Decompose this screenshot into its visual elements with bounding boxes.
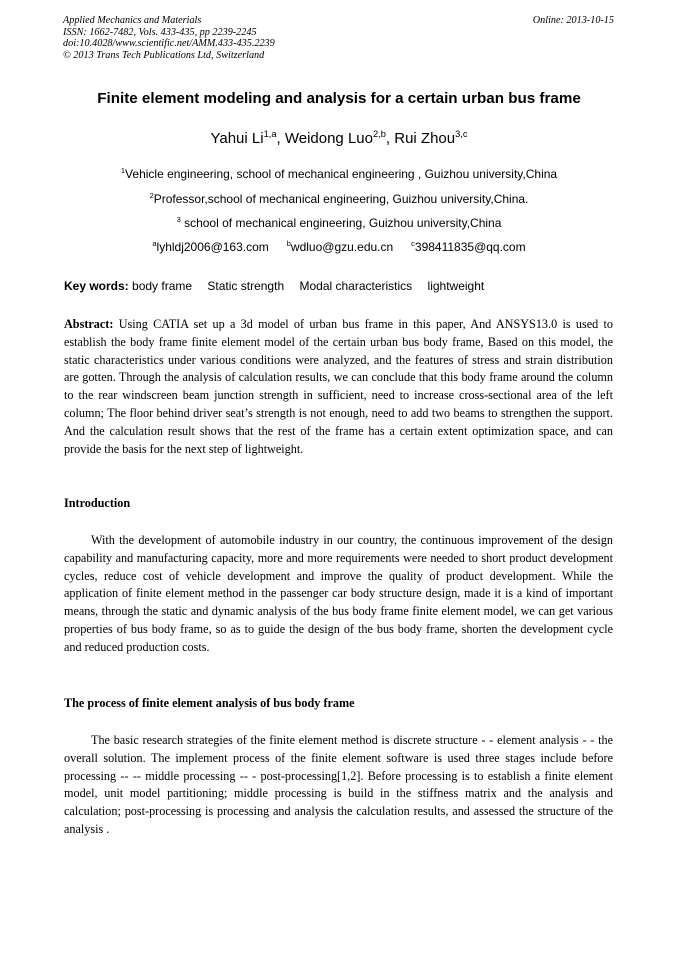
- email-link[interactable]: 398411835@qq.com: [414, 240, 526, 254]
- doi-line: doi:10.4028/www.scientific.net/AMM.433-435.2239: [63, 38, 275, 49]
- journal-name: Applied Mechanics and Materials: [63, 15, 202, 26]
- affiliation-1: [40, 167, 638, 181]
- keyword: Static strength: [207, 279, 285, 293]
- affiliation-3: [40, 216, 638, 230]
- abstract-label: Abstract:: [64, 317, 114, 331]
- affiliation-sup: 1: [120, 166, 126, 175]
- email-sup: a: [152, 239, 157, 248]
- keyword: lightweight: [427, 279, 485, 293]
- keywords-line: [64, 279, 624, 293]
- author-name: Weidong Luo: [284, 130, 373, 147]
- affiliation-sup: 3: [176, 215, 181, 224]
- author-sup: 3,c: [455, 129, 468, 139]
- author-list: Yahui Li$^{1,a}$, Weidong Luo$^{2,b}$, Rui Zhou$^{3,c}$: [210, 129, 468, 147]
- author-name: Yahui Li: [210, 130, 264, 147]
- email-link[interactable]: wdluo@gzu.edu.cn: [290, 240, 394, 254]
- keywords-label: Key words:: [64, 279, 129, 293]
- paper-title: Finite element modeling and analysis for a certain urban bus frame: [97, 90, 581, 107]
- abstract: [64, 316, 613, 458]
- email-sup: b: [286, 239, 291, 248]
- keyword: body frame: [132, 279, 193, 293]
- affiliation-2: [40, 192, 638, 206]
- affiliation-text: school of mechanical engineering, Guizhou university,China: [180, 216, 502, 230]
- section-heading-introduction: Introduction: [64, 496, 131, 510]
- author-sup: 1,a: [263, 129, 277, 139]
- copyright-line: © 2013 Trans Tech Publications Ltd, Switzerland: [63, 49, 265, 61]
- email-sup: c: [411, 239, 415, 248]
- email-list: [40, 240, 638, 254]
- affiliation-sup: 2: [149, 191, 154, 200]
- online-date: Online: 2013-10-15: [532, 15, 614, 26]
- email-link[interactable]: lyhldj2006@163.com: [156, 240, 269, 254]
- abstract-text: Using CATIA set up a 3d model of urban bus frame in this paper, And ANSYS13.0 is used to establish the body frame finite element model of the certain urban bus body frame, Based on this model, the static characteristics under various conditions were analyzed, and the features of stress and strain distribution are gotten. Through the analysis of calculation results, we can conclude that this body frame around the column to the rear windscreen beam junction strength in sufficient, need to increase cross-sectional area of the left column; The floor behind driver seat’s strength is not enough, need to add two beams to strengthen the support. And the calculation result shows that the rest of the frame has a certain extent optimization space, and can provide the basis for the next step of lightweight.: [64, 317, 613, 456]
- introduction-paragraph: With the development of automobile industry in our country, the continuous improvement of the design capability and manufacturing capacity, more and more requirements were needed to short product development cycles, reduce cost of vehicle development and improve the quality of product development. While the application of finite element method in the passenger car body structure design, made it is a kind of important means, through the static and dynamic analysis of the bus body frame finite element model, we can get various properties of bus body frame, so as to guide the design of the bus body frame, shorten the development cycle and reduced production costs.: [64, 533, 613, 654]
- process-paragraph: The basic research strategies of the finite element method is discrete structure - - element analysis - - the overall solution. The implement process of the finite element software is used three stages include before processing -- -- middle processing -- - post-processing[1,2]. Before processing is to establish a finite element model, unit model partitioning; middle processing is build in the stiffness matrix and the analysis and calculation; post-processing is processing and analysis the calculation results, and assessed the structure of the analysis .: [64, 733, 613, 836]
- keyword: Modal characteristics: [299, 279, 413, 293]
- affiliation-text: Professor,school of mechanical engineering, Guizhou university,China.: [153, 192, 529, 206]
- author-sup: 2,b: [372, 129, 386, 139]
- section-heading-process: The process of finite element analysis of bus body frame: [64, 696, 355, 710]
- author-name: Rui Zhou: [394, 130, 456, 147]
- running-header-left: [63, 15, 423, 61]
- affiliation-text: Vehicle engineering, school of mechanical engineering , Guizhou university,China: [125, 167, 558, 181]
- issn-line: ISSN: 1662-7482, Vols. 433-435, pp 2239-2245: [63, 26, 257, 38]
